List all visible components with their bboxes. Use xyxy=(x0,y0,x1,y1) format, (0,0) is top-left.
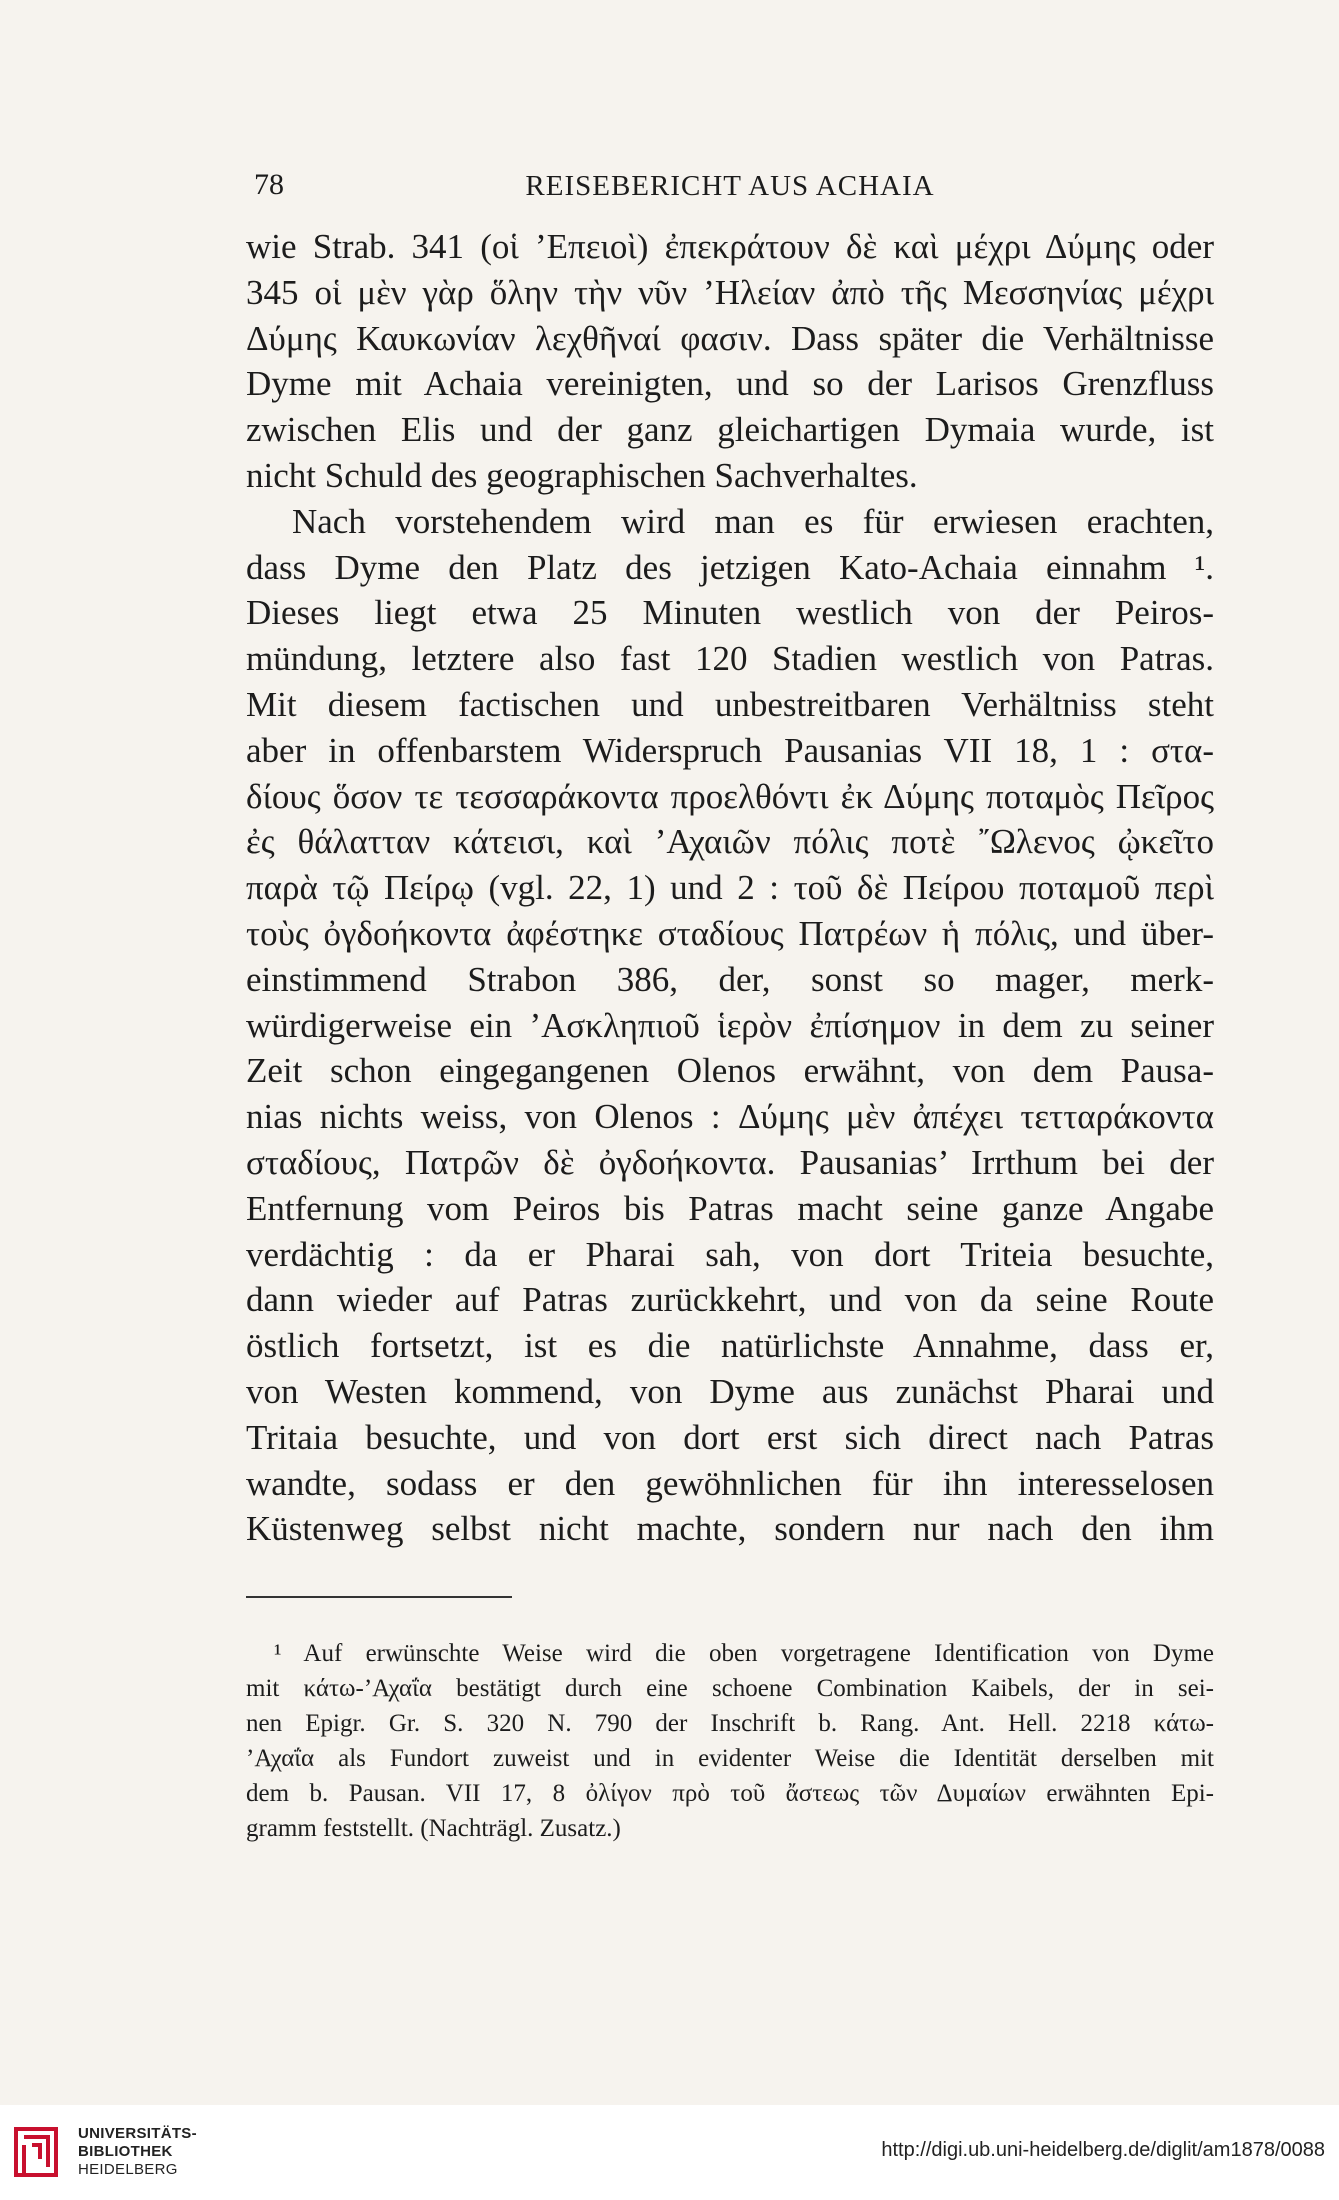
footnotes xyxy=(246,1636,1214,1846)
text-line: Mit diesem factischen und unbestreitbaren Verhältniss steht xyxy=(246,684,1214,724)
text-line: Entfernung vom Peiros bis Patras macht seine ganze Angabe xyxy=(246,1188,1214,1228)
text-line: einstimmend Strabon 386, der, sonst so mager, merk- xyxy=(246,959,1214,999)
body-text xyxy=(246,224,1214,1552)
text-line: zwischen Elis und der ganz gleichartigen Dymaia wurde, ist xyxy=(246,410,1214,450)
text-line: Dyme mit Achaia vereinigten, und so der Larisos Grenzfluss xyxy=(246,364,1214,404)
library-logo-icon xyxy=(12,2123,68,2183)
text-line: dann wieder auf Patras zurückkehrt, und von da seine Route xyxy=(246,1280,1214,1320)
text-line: σταδίους, Πατρῶν δὲ ὀγδοήκοντα. Pausanias’ Irrthum bei der xyxy=(246,1142,1214,1182)
page-number: 78 xyxy=(254,168,284,201)
text-line: Nach vorstehendem wird man es für erwiesen erachten, xyxy=(292,501,1214,541)
text-line: παρὰ τῷ Πείρῳ (vgl. 22, 1) und 2 : τοῦ δὲ Πείρου ποταμοῦ περὶ xyxy=(246,868,1214,908)
footnote-line: ¹ Auf erwünschte Weise wird die oben vorgetragene Identification von Dyme xyxy=(274,1640,1214,1667)
text-line: verdächtig : da er Pharai sah, von dort Triteia besuchte, xyxy=(246,1234,1214,1274)
footnote-line: nen Epigr. Gr. S. 320 N. 790 der Inschrift b. Rang. Ant. Hell. 2218 κάτω- xyxy=(246,1710,1214,1737)
text-line: nicht Schuld des geographischen Sachverhaltes. xyxy=(246,455,918,495)
text-line: Zeit schon eingegangenen Olenos erwähnt, von dem Pausa- xyxy=(246,1051,1214,1091)
text-line: würdigerweise ein ’Ασκληπιοῦ ἱερὸν ἐπίσημον in dem zu seiner xyxy=(246,1005,1214,1045)
text-line: Δύμης Καυκωνίαν λεχθῆναί φασιν. Dass später die Verhältnisse xyxy=(246,318,1214,358)
text-line: 345 οἱ μὲν γὰρ ὅλην τὴν νῦν ’Ηλείαν ἀπὸ τῆς Μεσσηνίας μέχρι xyxy=(246,272,1214,312)
text-line: Küstenweg selbst nicht machte, sondern nur nach den ihm xyxy=(246,1509,1214,1549)
footnote-line: gramm feststellt. (Nachträgl. Zusatz.) xyxy=(246,1815,621,1842)
text-line: mündung, letztere also fast 120 Stadien westlich von Patras. xyxy=(246,639,1214,679)
digitization-footer xyxy=(0,2105,1339,2200)
page-header xyxy=(240,168,1220,208)
library-name-line2: BIBLIOTHEK xyxy=(78,2143,173,2160)
text-line: Tritaia besuchte, und von dort erst sich direct nach Patras xyxy=(246,1417,1214,1457)
text-line: nias nichts weiss, von Olenos : Δύμης μὲν ἀπέχει τετταράκοντα xyxy=(246,1097,1214,1137)
library-name-line3: HEIDELBERG xyxy=(78,2161,178,2178)
source-url[interactable]: http://digi.ub.uni-heidelberg.de/diglit/am1878/0088 xyxy=(881,2139,1325,2161)
running-head: REISEBERICHT AUS ACHAIA xyxy=(525,170,935,202)
text-line: wie Strab. 341 (οἱ ’Επειοὶ) ἐπεκράτουν δὲ καὶ μέχρι Δύμης oder xyxy=(246,227,1214,266)
library-name-line1: UNIVERSITÄTS- xyxy=(78,2125,197,2142)
text-line: τοὺς ὀγδοήκοντα ἀφέστηκε σταδίους Πατρέων ἡ πόλις, und über- xyxy=(246,913,1214,953)
text-line: dass Dyme den Platz des jetzigen Kato-Achaia einnahm ¹. xyxy=(246,547,1214,587)
footnote-divider xyxy=(246,1596,512,1598)
text-line: ἐς θάλατταν κάτεισι, καὶ ’Αχαιῶν πόλις ποτὲ ῎Ωλενος ᾠκεῖτο xyxy=(246,822,1214,862)
footnote-line: mit κάτω-’Αχαΐα bestätigt durch eine schoene Combination Kaibels, der in sei- xyxy=(246,1675,1214,1702)
text-line: östlich fortsetzt, ist es die natürlichste Annahme, dass er, xyxy=(246,1326,1214,1366)
text-line: δίους ὅσον τε τεσσαράκοντα προελθόντι ἐκ Δύμης ποταμὸς Πεῖρος xyxy=(246,776,1214,816)
library-name xyxy=(78,2125,197,2179)
text-line: von Westen kommend, von Dyme aus zunächst Pharai und xyxy=(246,1371,1214,1411)
text-line: wandte, sodass er den gewöhnlichen für ihn interesselosen xyxy=(246,1463,1214,1503)
text-line: Dieses liegt etwa 25 Minuten westlich von der Peiros- xyxy=(246,593,1214,633)
footnote-line: dem b. Pausan. VII 17, 8 ὀλίγον πρὸ τοῦ ἄστεως τῶν Δυμαίων erwähnten Epi- xyxy=(246,1780,1214,1807)
text-line: aber in offenbarstem Widerspruch Pausanias VII 18, 1 : στα- xyxy=(246,730,1214,770)
footnote-line: ’Αχαΐα als Fundort zuweist und in evidenter Weise die Identität derselben mit xyxy=(246,1745,1214,1772)
